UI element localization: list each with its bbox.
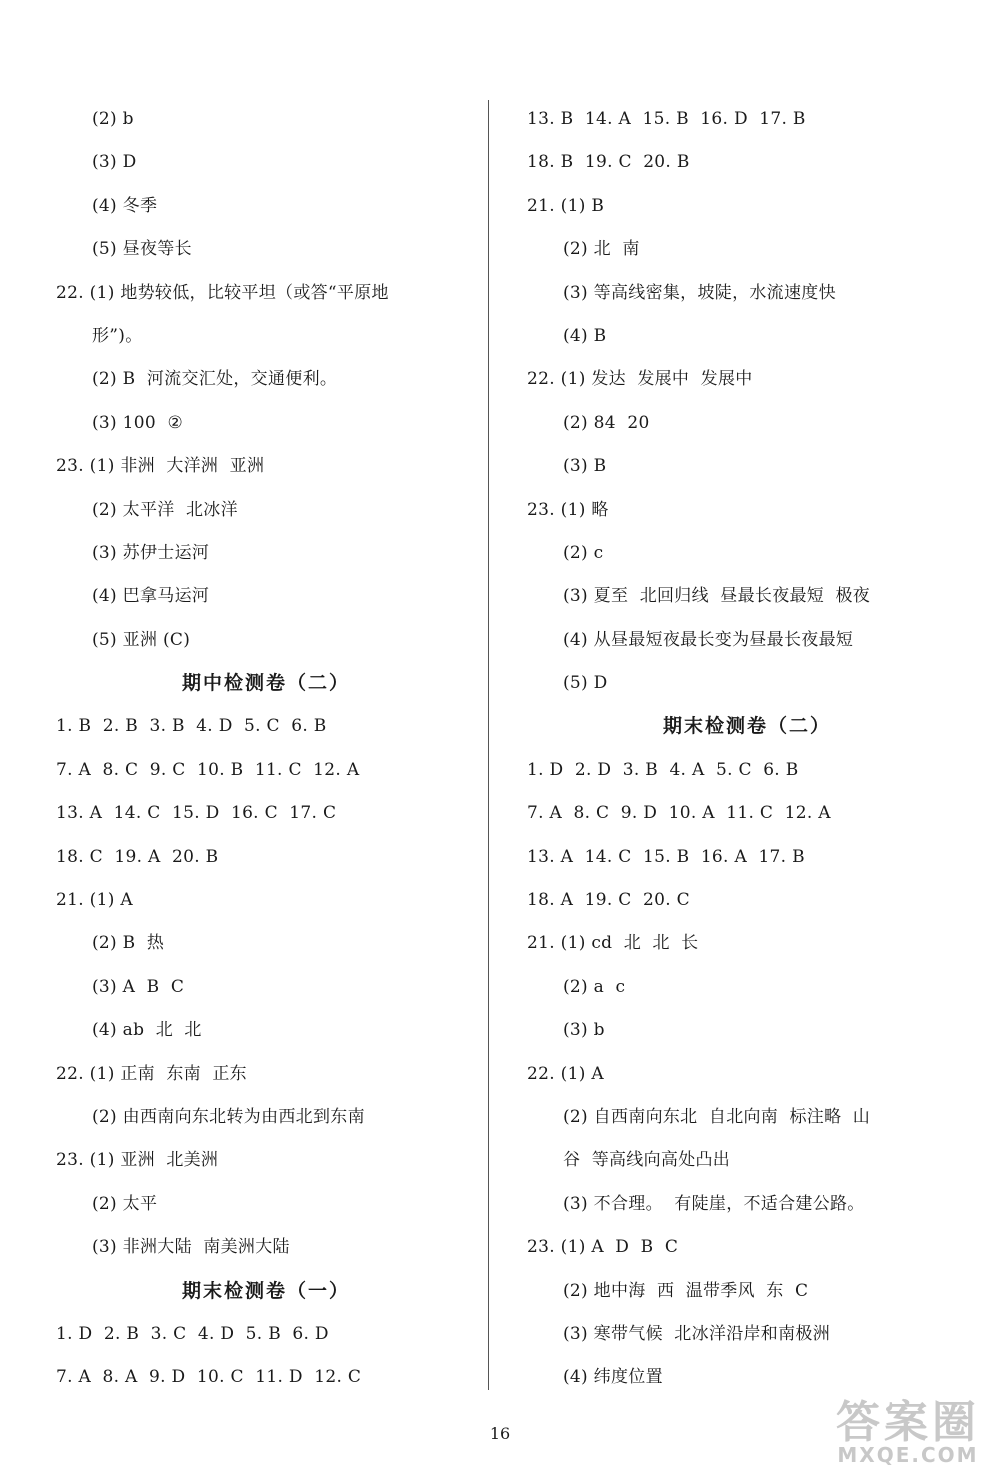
answer-line: (2) 北 南 [563,239,640,260]
answer-line: (4) B [563,325,607,346]
answer-line: (4) 从昼最短夜最长变为昼最长夜最短 [563,629,854,650]
answer-line: 18. A 19. C 20. C [527,890,690,911]
answer-line: 13. A 14. C 15. B 16. A 17. B [527,846,805,867]
answer-line: 22. (1) 地势较低，比较平坦（或答“平原地 [56,282,389,303]
right-column [527,98,967,1400]
answer-line: (3) 寒带气候 北冰洋沿岸和南极洲 [563,1323,830,1344]
answer-line: 23. (1) 非洲 大洋洲 亚洲 [56,456,265,477]
answer-line: (2) 由西南向东北转为由西北到东南 [92,1106,365,1127]
answer-line: 22. (1) A [527,1063,604,1084]
answer-line: (2) a c [563,976,626,997]
answer-line: (3) 夏至 北回归线 昼最长夜最短 极夜 [563,586,871,607]
watermark-logo [836,1397,980,1467]
answer-line: (3) 100 ② [92,412,183,433]
answer-line: (3) 不合理。 有陡崖，不适合建公路。 [563,1193,865,1214]
answer-line: (2) b [92,109,134,129]
answer-line: (3) B [563,456,607,477]
answer-line: 1. B 2. B 3. B 4. D 5. C 6. B [56,716,327,737]
answer-line: (3) b [563,1020,605,1041]
answer-line: (2) c [563,542,604,563]
answer-line: (3) A B C [92,976,185,997]
answer-line: 21. (1) B [527,195,605,216]
section-heading: 期末检测卷（二） [662,715,831,738]
column-divider [488,100,489,1390]
answer-line: 23. (1) 亚洲 北美洲 [56,1150,219,1171]
answer-line: 21. (1) A [56,890,133,911]
answer-line: (5) D [563,673,608,694]
watermark-text-top: 答案圈 [836,1397,980,1448]
answer-line: (5) 亚洲 (C) [92,629,191,650]
answer-line: (2) 太平洋 北冰洋 [92,499,238,520]
answer-line: (2) 地中海 西 温带季风 东 C [563,1280,809,1301]
answer-line: 21. (1) cd 北 北 长 [527,933,699,954]
answer-line: (5) 昼夜等长 [92,239,192,260]
answer-line: (2) 太平 [92,1193,158,1214]
answer-line: (4) 冬季 [92,195,158,216]
answer-line: (4) 巴拿马运河 [92,586,210,607]
answer-line: 谷 等高线向高处凸出 [563,1150,731,1171]
answer-line: (4) 纬度位置 [563,1367,663,1388]
answer-line: 18. C 19. A 20. B [56,846,219,867]
section-heading: 期中检测卷（二） [181,672,350,695]
watermark-text-bottom: MXQE.COM [837,1443,979,1467]
answer-line: 13. B 14. A 15. B 16. D 17. B [527,109,806,129]
answer-line: (2) B 热 [92,933,165,954]
answer-line: 18. B 19. C 20. B [527,152,690,173]
answer-line: 23. (1) 略 [527,499,609,520]
answer-line: 形”)。 [92,325,143,346]
answer-line: (2) 84 20 [563,412,650,433]
answer-line: 1. D 2. B 3. C 4. D 5. B 6. D [56,1323,329,1344]
answer-line: (3) 等高线密集，坡陡，水流速度快 [563,282,836,303]
answer-line: 7. A 8. C 9. D 10. A 11. C 12. A [527,803,831,824]
answer-line: 7. A 8. C 9. C 10. B 11. C 12. A [56,759,360,780]
section-heading: 期末检测卷（一） [181,1279,350,1302]
answer-line: (4) ab 北 北 [92,1020,202,1041]
answer-line: (3) 非洲大陆 南美洲大陆 [92,1237,290,1258]
answer-line: 13. A 14. C 15. D 16. C 17. C [56,803,337,824]
page-number: 16 [489,1424,511,1443]
answer-line: (3) 苏伊士运河 [92,542,210,563]
answer-line: 22. (1) 正南 东南 正东 [56,1063,247,1084]
answer-line: (3) D [92,152,137,173]
left-column [56,98,476,1400]
answer-line: 1. D 2. D 3. B 4. A 5. C 6. B [527,759,799,780]
answer-line: 22. (1) 发达 发展中 发展中 [527,369,753,390]
answer-line: (2) 自西南向东北 自北向南 标注略 山 [563,1106,871,1127]
answer-line: (2) B 河流交汇处，交通便利。 [92,369,338,390]
answer-line: 7. A 8. A 9. D 10. C 11. D 12. C [56,1367,362,1388]
answer-line: 23. (1) A D B C [527,1237,679,1258]
